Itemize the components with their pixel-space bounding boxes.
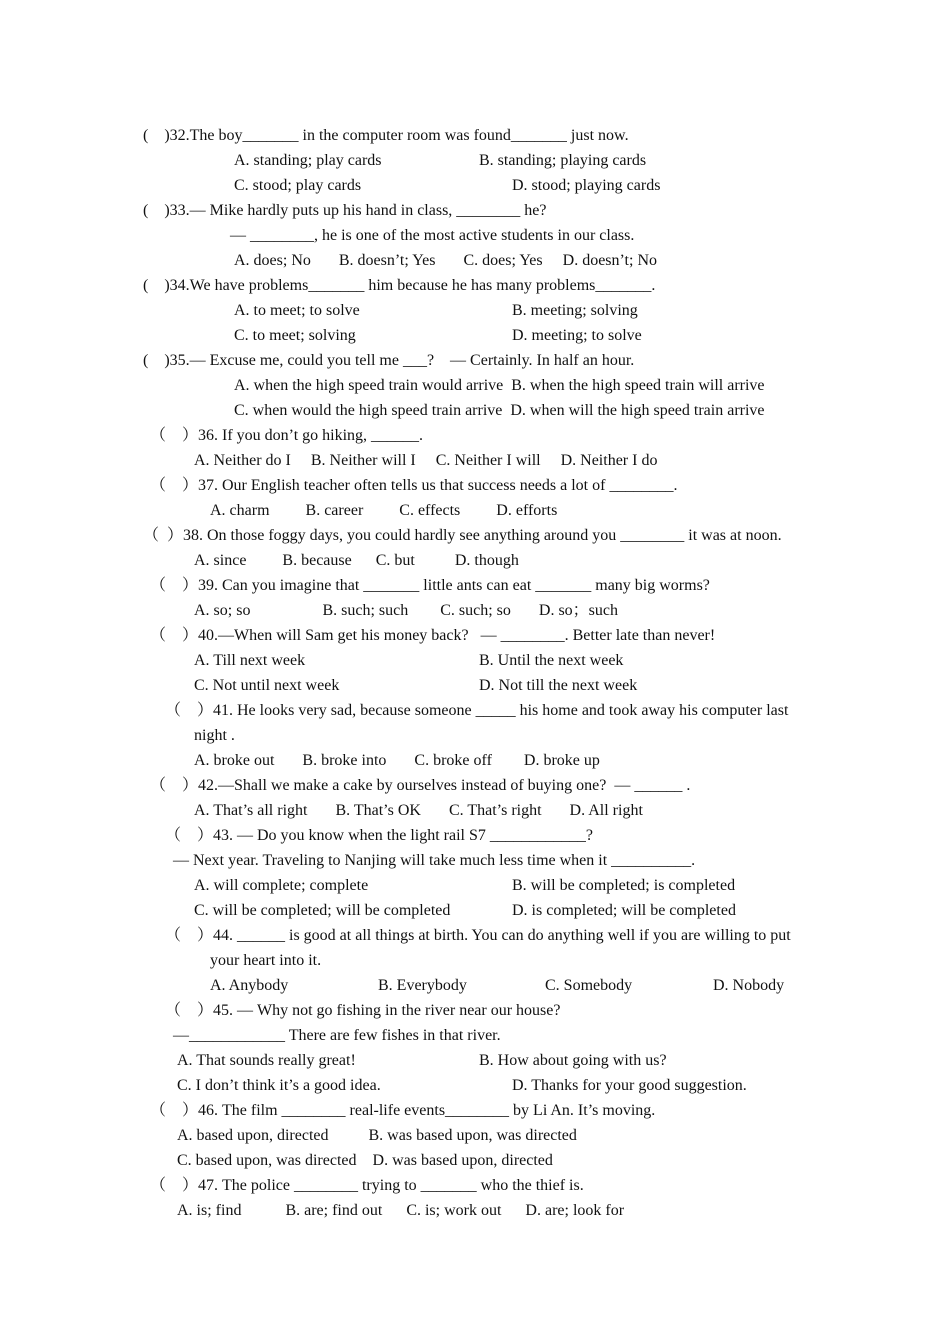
- q44-option-a: A. Anybody: [210, 977, 289, 994]
- q43-option-b: B. will be completed; is completed: [512, 877, 736, 894]
- q34-option-d: D. meeting; to solve: [512, 327, 642, 344]
- q38-stem: （ ）38. On those foggy days, you could hardly see anything around you ________ it was at noon.: [143, 527, 782, 544]
- q40-option-b: B. Until the next week: [479, 652, 624, 669]
- q41-stem: （ ）41. He looks very sad, because someone _____ his home and took away his computer last: [165, 702, 789, 719]
- q32-option-a: A. standing; play cards: [234, 152, 382, 169]
- q46-stem: （ ）46. The film ________ real-life events________ by Li An. It’s moving.: [150, 1102, 656, 1119]
- q45-option-a: A. That sounds really great!: [177, 1052, 356, 1069]
- q36-options: A. Neither do I B. Neither will I C. Neither I will D. Neither I do: [194, 452, 658, 469]
- q33-reply: — ________, he is one of the most active students in our class.: [230, 227, 635, 244]
- q32-stem: ( )32.The boy_______ in the computer room was found_______ just now.: [143, 127, 629, 144]
- q46-options-ab: A. based upon, directed B. was based upon, was directed: [177, 1127, 577, 1144]
- q40-stem: （ ）40.—When will Sam get his money back? — ________. Better late than never!: [150, 627, 716, 644]
- q34-option-b: B. meeting; solving: [512, 302, 638, 319]
- q42-options: A. That’s all right B. That’s OK C. That’s right D. All right: [194, 802, 643, 819]
- q35-options-ab: A. when the high speed train would arrive B. when the high speed train will arrive: [234, 377, 765, 394]
- q40-option-d: D. Not till the next week: [479, 677, 638, 694]
- q33-options: A. does; No B. doesn’t; Yes C. does; Yes D. doesn’t; No: [234, 252, 657, 269]
- q33-stem: ( )33.— Mike hardly puts up his hand in class, ________ he?: [143, 202, 547, 219]
- q35-stem: ( )35.— Excuse me, could you tell me ___? — Certainly. In half an hour.: [143, 352, 635, 369]
- q34-option-a: A. to meet; to solve: [234, 302, 360, 319]
- q34-option-c: C. to meet; solving: [234, 327, 356, 344]
- q44-option-d: D. Nobody: [713, 977, 785, 994]
- q47-stem: （ ）47. The police ________ trying to _______ who the thief is.: [150, 1177, 584, 1194]
- q36-stem: （ ）36. If you don’t go hiking, ______.: [150, 427, 424, 444]
- q44-stem-continued: your heart into it.: [210, 952, 322, 969]
- q44-option-c: C. Somebody: [545, 977, 633, 994]
- q34-stem: ( )34.We have problems_______ him because he has many problems_______.: [143, 277, 656, 294]
- q45-option-c: C. I don’t think it’s a good idea.: [177, 1077, 381, 1094]
- q43-stem: （ ）43. — Do you know when the light rail S7 ____________?: [165, 827, 593, 844]
- q35-options-cd: C. when would the high speed train arrive D. when will the high speed train arrive: [234, 402, 765, 419]
- q43-option-c: C. will be completed; will be completed: [194, 902, 451, 919]
- q39-options: A. so; so B. such; such C. such; so D. so；such: [194, 602, 619, 619]
- q45-stem: （ ）45. — Why not go fishing in the river near our house?: [165, 1002, 561, 1019]
- q37-options: A. charm B. career C. effects D. efforts: [210, 502, 558, 519]
- q38-options: A. since B. because C. but D. though: [194, 552, 519, 569]
- q43-option-d: D. is completed; will be completed: [512, 902, 736, 919]
- q47-options: A. is; find B. are; find out C. is; work out D. are; look for: [177, 1202, 625, 1219]
- q32-option-c: C. stood; play cards: [234, 177, 362, 194]
- q42-stem: （ ）42.—Shall we make a cake by ourselves instead of buying one? — ______ .: [150, 777, 691, 794]
- q44-stem: （ ）44. ______ is good at all things at birth. You can do anything well if you are willing to put: [165, 927, 791, 944]
- q40-option-c: C. Not until next week: [194, 677, 340, 694]
- q43-option-a: A. will complete; complete: [194, 877, 369, 894]
- q41-options: A. broke out B. broke into C. broke off D. broke up: [194, 752, 600, 769]
- q39-stem: （ ）39. Can you imagine that _______ little ants can eat _______ many big worms?: [150, 577, 710, 594]
- q46-options-cd: C. based upon, was directed D. was based upon, directed: [177, 1152, 553, 1169]
- q32-option-d: D. stood; playing cards: [512, 177, 661, 194]
- q45-option-b: B. How about going with us?: [479, 1052, 667, 1069]
- q37-stem: （ ）37. Our English teacher often tells us that success needs a lot of ________.: [150, 477, 678, 494]
- q44-option-b: B. Everybody: [378, 977, 467, 994]
- q32-option-b: B. standing; playing cards: [479, 152, 647, 169]
- q45-reply: —____________ There are few fishes in that river.: [173, 1027, 501, 1044]
- q41-stem-continued: night .: [194, 727, 235, 744]
- q40-option-a: A. Till next week: [194, 652, 306, 669]
- q43-reply: — Next year. Traveling to Nanjing will take much less time when it __________.: [173, 852, 696, 869]
- q45-option-d: D. Thanks for your good suggestion.: [512, 1077, 747, 1094]
